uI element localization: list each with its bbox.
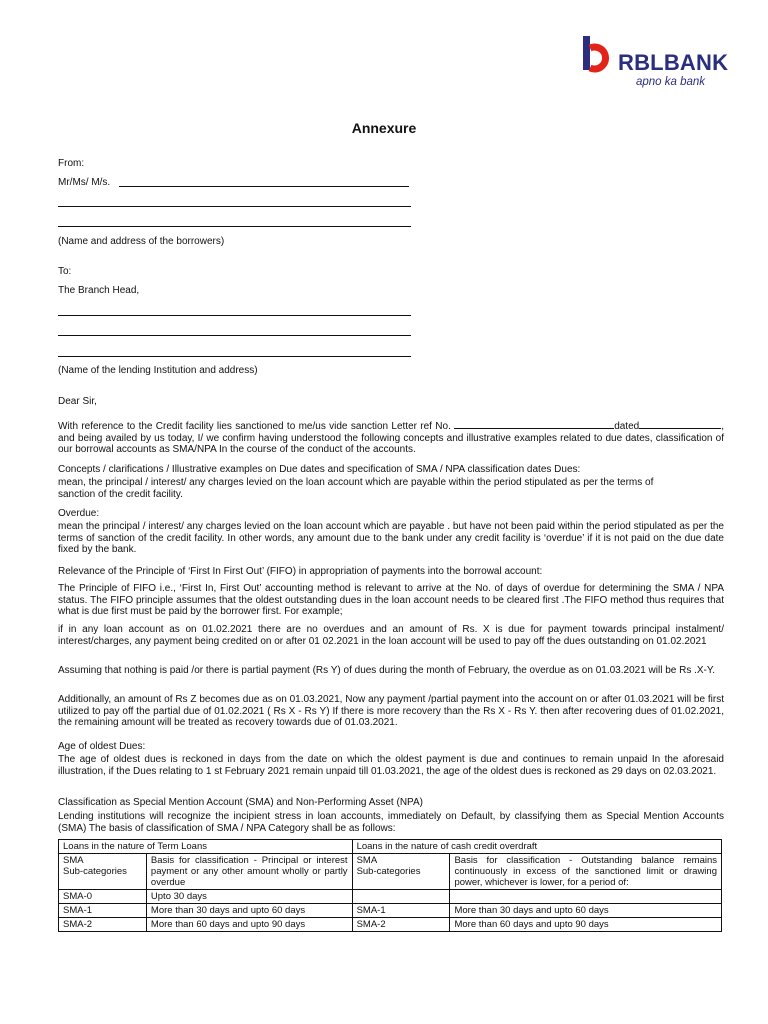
table-row [59,918,722,932]
bank-logo [582,34,732,94]
fifo-paragraph-3: Assuming that nothing is paid /or there is partial payment (Rs Y) of dues during the month of February, the overdue as on 01.03.2021 will be Rs .X-Y. [58,665,716,676]
left-category-cell: SMA-2 [59,918,147,932]
logo-tagline: apno ka bank [636,76,706,88]
to-recipient: The Branch Head, [58,285,140,296]
fifo-paragraph-2: if in any loan account as on 01.02.2021 there are no overdues and an amount of Rs. X is due for payment towards principal instalment/ interest/charges, any payment being credited on or after 01 02.2021 in the loan account will be used to pay off the dues outstanding on 01.02.2021 [58,624,724,647]
logo-wordmark: RBLBANK [618,50,729,75]
table-row [59,904,722,918]
left-basis-header: Basis for classification - Principal or interest payment or any other amount wholly or partly overdue [146,854,352,890]
left-subcategories-label: Sub-categories [63,866,127,877]
left-basis-cell: More than 60 days and upto 90 days [146,918,352,932]
fifo-heading: Relevance of the Principle of ‘First In First Out’ (FIFO) in appropriation of payments into the borrowal account: [58,566,543,577]
classification-body: Lending institutions will recognize the incipient stress in loan accounts, immediately on Default, by classifying them as Special Mention Accounts (SMA) The basis of classification of SMA / NPA Category shall be as follows: [58,811,724,834]
right-sma-label: SMA [356,855,378,866]
lender-caption: (Name of the lending Institution and address) [58,365,258,376]
right-basis-cell [450,890,722,904]
overdue-body: mean the principal / interest/ any charges levied on the loan account which are payable . but have not been paid within the period stipulated as per the terms of sanction of the credit facility. In other words, any amount due to the bank under any credit facility is ‘overdue’ if it is not paid on the due date fixed by the bank. [58,521,724,555]
borrower-address-line-2 [58,226,411,227]
rbl-logo-icon [582,34,612,74]
ref-number-blank [454,419,614,429]
right-basis-cell: More than 30 days and upto 60 days [450,904,722,918]
from-label: From: [58,158,85,169]
borrower-caption: (Name and address of the borrowers) [58,236,225,247]
right-basis-cell: More than 60 days and upto 90 days [450,918,722,932]
fifo-paragraph-1: The Principle of FIFO i.e., ‘First In, First Out’ accounting method is relevant to arrive at the No. of days of overdue for determining the SMA / NPA status. The FIFO principle assumes that the oldest outstanding dues in the loan account needs to be cleared first .The FIFO method thus requires that what is due first must be paid by the borrower first. For example; [58,583,724,617]
left-category-cell: SMA-1 [59,904,147,918]
reference-paragraph [58,419,724,456]
borrower-address-line-1 [58,206,411,207]
overdue-heading: Overdue: [58,508,100,519]
right-category-cell: SMA-2 [352,918,450,932]
reference-intro: With reference to the Credit facility lies sanctioned to me/us vide sanction Letter ref No. [58,421,451,432]
ref-date-blank [639,419,721,429]
reference-body: and being availed by us today, I/ we confirm having understood the following concepts and illustrative examples related to due dates, classification of our borrowal accounts as SMA/NPA In the course of the conduct of the accounts. [58,432,724,455]
left-basis-cell: More than 30 days and upto 60 days [146,904,352,918]
right-category-cell [352,890,450,904]
borrower-name-line [119,186,409,187]
right-subcategories-label: Sub-categories [356,866,421,877]
page-title: Annexure [351,120,417,136]
greeting: Dear Sir, [58,396,97,407]
lender-address-line-3 [58,356,411,357]
term-loans-header: Loans in the nature of Term Loans [59,840,353,854]
concepts-heading: Concepts / clarifications / Illustrative examples on Due dates and specification of SMA / NPA classification dates Dues: [58,464,581,475]
table-header-row [59,840,722,854]
fifo-paragraph-4: Additionally, an amount of Rs Z becomes due as on 01.03.2021, Now any payment /partial payment into the account on or after 01.03.2021 will be first utilized to pay off the partial due of 01.02.2021 ( Rs X - Rs Y) If there is more recovery than the Rs X - Rs Y. then after recovering dues of 01.02.2021, the remaining amount will be treated as recovery towards due of 01.03.2021. [58,694,724,728]
reference-comma: , [721,421,724,432]
table-row [59,890,722,904]
cash-credit-header: Loans in the nature of cash credit overdraft [352,840,721,854]
left-basis-cell: Upto 30 days [146,890,352,904]
age-heading: Age of oldest Dues: [58,741,146,752]
right-category-cell: SMA-1 [352,904,450,918]
right-sma-subcategories-header [352,854,450,890]
sma-classification-table [58,839,722,932]
to-label: To: [58,266,72,277]
age-body: The age of oldest dues is reckoned in days from the date on which the oldest payment is due and continues to remain unpaid In the aforesaid illustration, if the Dues relating to 1 st February 2021 remain unpaid till 01.03.2021, the age of the oldest dues is reckoned as 29 days on 02.03.2021. [58,754,724,777]
lender-address-line-1 [58,315,411,316]
left-sma-subcategories-header [59,854,147,890]
left-category-cell: SMA-0 [59,890,147,904]
dues-definition: mean, the principal / interest/ any charges levied on the loan account which are payable within the period stipulated as per the terms of sanction of the credit facility. [58,477,654,500]
right-basis-header: Basis for classification - Outstanding balance remains continuously in excess of the sanctioned limit or drawing power, whichever is lower, for a period of: [450,854,722,890]
lender-address-line-2 [58,335,411,336]
left-sma-label: SMA [63,855,84,866]
reference-dated: dated [614,421,640,432]
table-subheader-row [59,854,722,890]
from-salutation: Mr/Ms/ M/s. [58,177,111,188]
classification-heading: Classification as Special Mention Account (SMA) and Non-Performing Asset (NPA) [58,797,423,808]
